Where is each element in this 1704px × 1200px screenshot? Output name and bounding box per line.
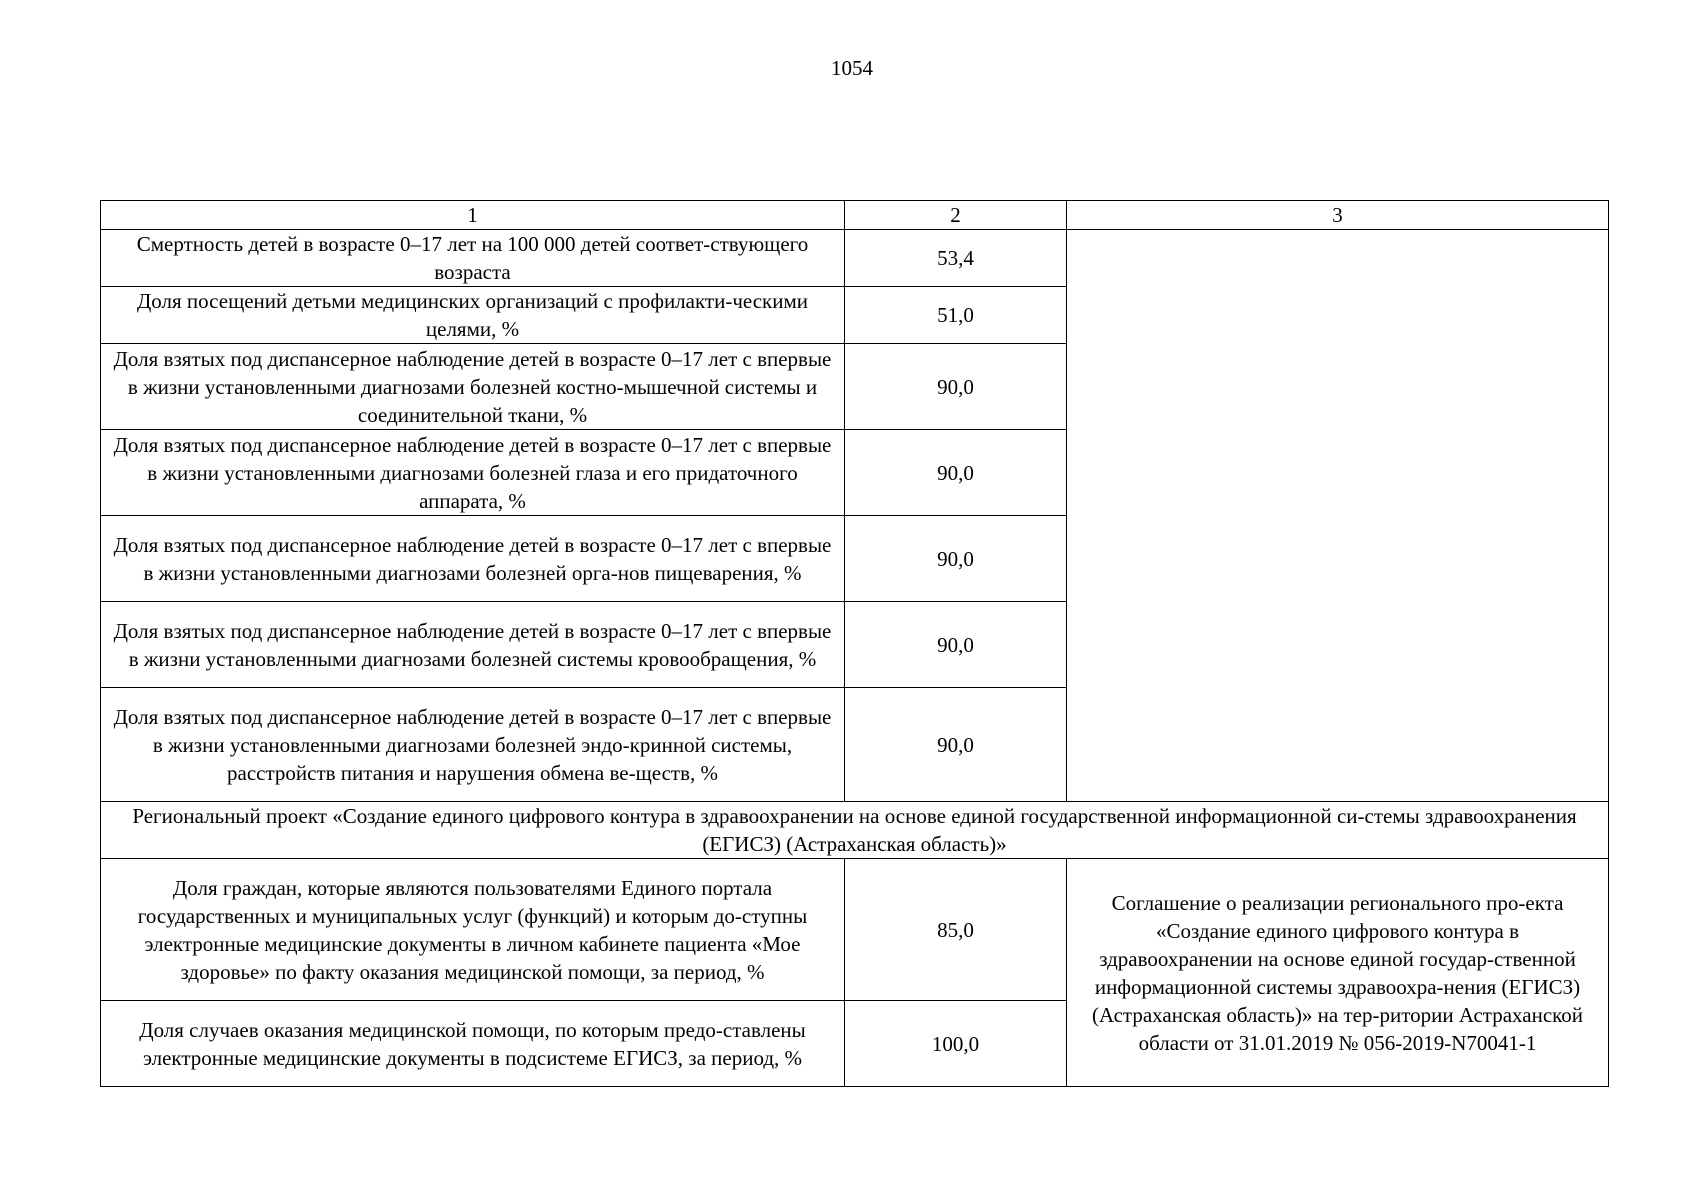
value-cell: 90,0 bbox=[845, 430, 1067, 516]
value-cell: 100,0 bbox=[845, 1001, 1067, 1087]
value-cell: 51,0 bbox=[845, 287, 1067, 344]
indicator-cell: Смертность детей в возрасте 0–17 лет на 100 000 детей соответ-ствующего возраста bbox=[101, 230, 845, 287]
value-cell: 90,0 bbox=[845, 688, 1067, 802]
indicator-cell: Доля взятых под диспансерное наблюдение детей в возрасте 0–17 лет с впервые в жизни установленными диагнозами болезней системы кровообращения, % bbox=[101, 602, 845, 688]
indicator-cell: Доля взятых под диспансерное наблюдение детей в возрасте 0–17 лет с впервые в жизни установленными диагнозами болезней костно-мышечной системы и соединительной ткани, % bbox=[101, 344, 845, 430]
indicator-cell: Доля взятых под диспансерное наблюдение детей в возрасте 0–17 лет с впервые в жизни установленными диагнозами болезней эндо-кринной системы, расстройств питания и нарушения обмена ве-ществ, % bbox=[101, 688, 845, 802]
value-cell: 90,0 bbox=[845, 516, 1067, 602]
indicator-cell: Доля случаев оказания медицинской помощи, по которым предо-ставлены электронные медицинские документы в подсистеме ЕГИСЗ, за период, % bbox=[101, 1001, 845, 1087]
table-row bbox=[101, 230, 1609, 287]
value-cell: 53,4 bbox=[845, 230, 1067, 287]
column-header-1: 1 bbox=[101, 201, 845, 230]
indicator-cell: Доля посещений детьми медицинских организаций с профилакти-ческими целями, % bbox=[101, 287, 845, 344]
section-row bbox=[101, 802, 1609, 859]
indicators-table bbox=[100, 200, 1609, 1087]
column-header-3: 3 bbox=[1067, 201, 1609, 230]
value-cell: 90,0 bbox=[845, 344, 1067, 430]
indicator-cell: Доля граждан, которые являются пользователями Единого портала государственных и муниципальных услуг (функций) и которым до-ступны электронные медицинские документы в личном кабинете пациента «Мое здоровье» по факту оказания медицинской помощи, за период, % bbox=[101, 859, 845, 1001]
indicator-cell: Доля взятых под диспансерное наблюдение детей в возрасте 0–17 лет с впервые в жизни установленными диагнозами болезней орга-нов пищеварения, % bbox=[101, 516, 845, 602]
source-cell-empty bbox=[1067, 230, 1609, 802]
source-cell: Соглашение о реализации регионального про-екта «Создание единого цифрового контура в здравоохранении на основе единой государ-ственной информационной системы здравоохра-нения (ЕГИСЗ) (Астраханская область)» на тер-ритории Астраханской области от 31.01.2019 № 056-2019-N70041-1 bbox=[1067, 859, 1609, 1087]
section-title: Региональный проект «Создание единого цифрового контура в здравоохранении на основе единой государственной информационной си-стемы здравоохранения (ЕГИСЗ) (Астраханская область)» bbox=[101, 802, 1609, 859]
value-cell: 90,0 bbox=[845, 602, 1067, 688]
indicator-cell: Доля взятых под диспансерное наблюдение детей в возрасте 0–17 лет с впервые в жизни установленными диагнозами болезней глаза и его придаточного аппарата, % bbox=[101, 430, 845, 516]
page-number: 1054 bbox=[831, 56, 873, 80]
value-cell: 85,0 bbox=[845, 859, 1067, 1001]
table-row bbox=[101, 859, 1609, 1001]
column-header-2: 2 bbox=[845, 201, 1067, 230]
header-row bbox=[101, 201, 1609, 230]
